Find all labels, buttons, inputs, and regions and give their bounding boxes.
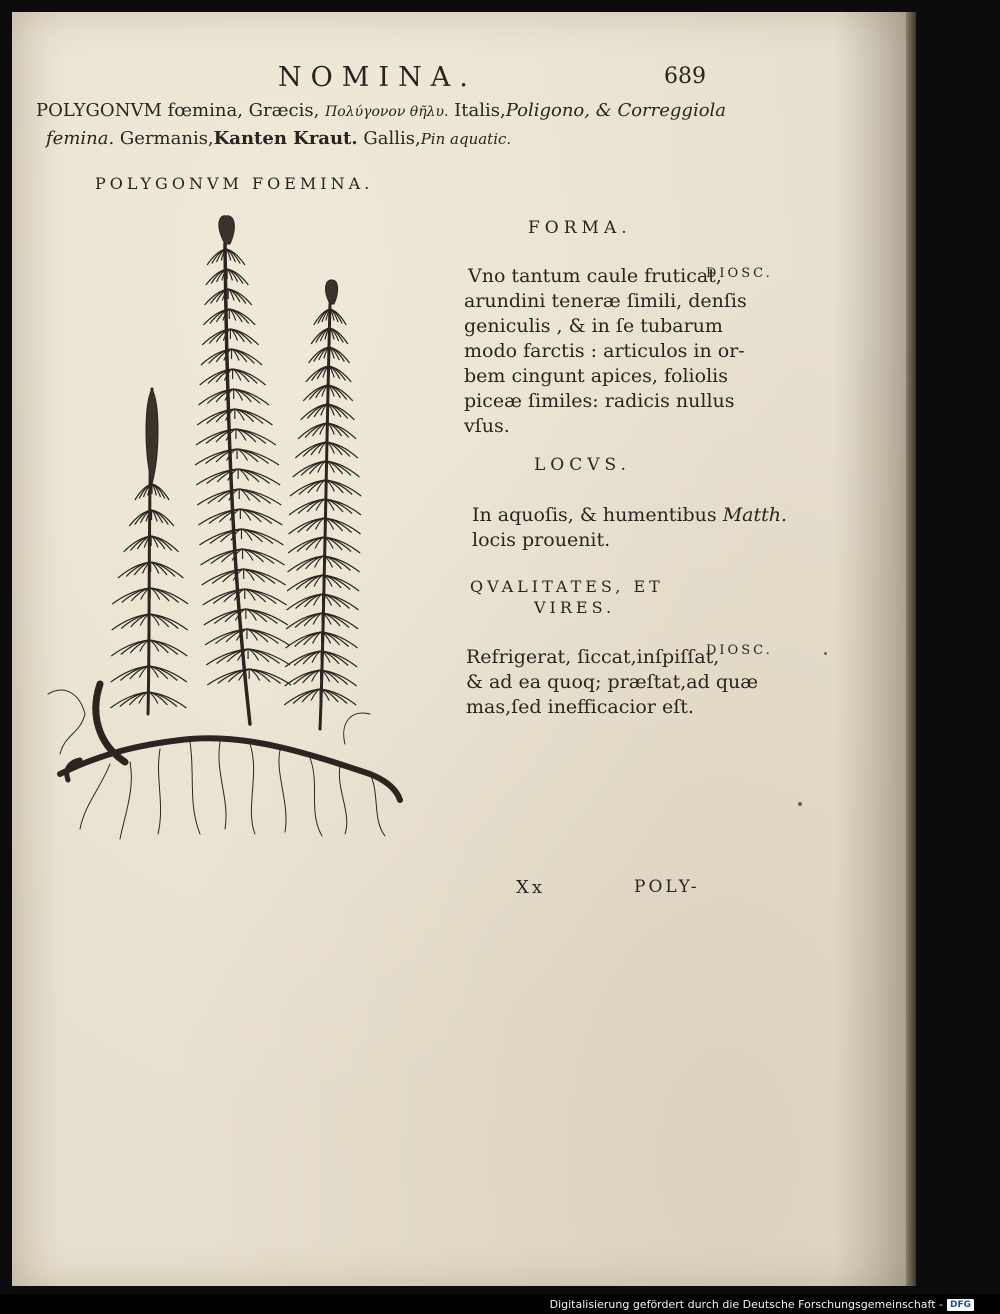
paper-spot	[798, 802, 802, 806]
forma-line: vſus.	[464, 415, 510, 437]
footer-text: Digitalisierung gefördert durch die Deutsche Forschungsgemeinschaft -	[549, 1298, 943, 1311]
qualitates-line: Refrigerat, ſiccat,inſpiſſat,	[466, 646, 720, 668]
german-label: Germanis,	[114, 128, 214, 149]
forma-line: arundini teneræ ſimili, denſis	[464, 290, 747, 312]
italian-label: Italis,	[448, 100, 506, 121]
figure-caption: POLYGONVM FOEMINA.	[95, 174, 374, 193]
margin-note-dioscorides: DIOSC.	[706, 266, 773, 281]
names-line-1	[36, 100, 726, 121]
forma-line: geniculis , & in ſe tubarum	[464, 315, 723, 337]
signature-mark: Xx	[516, 877, 545, 898]
page-fore-edge	[906, 12, 916, 1286]
french-name: Pin aquatic.	[420, 130, 512, 148]
italian-name-cont: femina.	[46, 128, 115, 149]
greek-name: Πολύγονον θῆλυ.	[325, 104, 449, 120]
locus-text: In aquoſis, & humentibus	[472, 504, 723, 526]
forma-line: Vno tantum caule fruticat,	[468, 265, 722, 287]
locus-source: Matth.	[722, 504, 788, 526]
locus-line: locis prouenit.	[472, 529, 611, 551]
catchword: POLY-	[634, 877, 700, 897]
paper-spot	[824, 652, 827, 655]
forma-line: bem cingunt apices, foliolis	[464, 365, 728, 387]
locus-heading: LOCVS.	[534, 455, 631, 475]
running-head: NOMINA.	[278, 62, 477, 93]
qualitates-heading: QVALITATES, ET	[470, 577, 664, 596]
qualitates-heading-cont: VIRES.	[534, 598, 616, 617]
forma-line: modo farctis : articulos in or-	[464, 340, 745, 362]
german-name: Kanten Kraut.	[213, 128, 358, 149]
page-number: 689	[664, 64, 706, 89]
names-latin-greek-label: POLYGONVM fœmina, Græcis,	[36, 100, 326, 121]
plant-woodcut-illustration	[40, 214, 410, 844]
italian-name: Poligono, & Correggiola	[505, 100, 727, 121]
french-label: Gallis,	[357, 128, 421, 149]
names-line-2	[46, 128, 511, 149]
dfg-logo: DFG	[947, 1299, 974, 1311]
digitization-footer	[550, 1298, 974, 1311]
locus-paragraph	[472, 503, 787, 553]
qualitates-line: mas,ſed inefficacior eſt.	[466, 696, 694, 718]
margin-note-dioscorides-2: DIOSC.	[706, 643, 773, 658]
forma-paragraph	[464, 264, 747, 439]
forma-line: piceæ ſimiles: radicis nullus	[464, 390, 735, 412]
qualitates-line: & ad ea quoq; præſtat,ad quæ	[466, 671, 759, 693]
forma-heading: FORMA.	[528, 218, 632, 238]
locus-line	[472, 503, 787, 528]
